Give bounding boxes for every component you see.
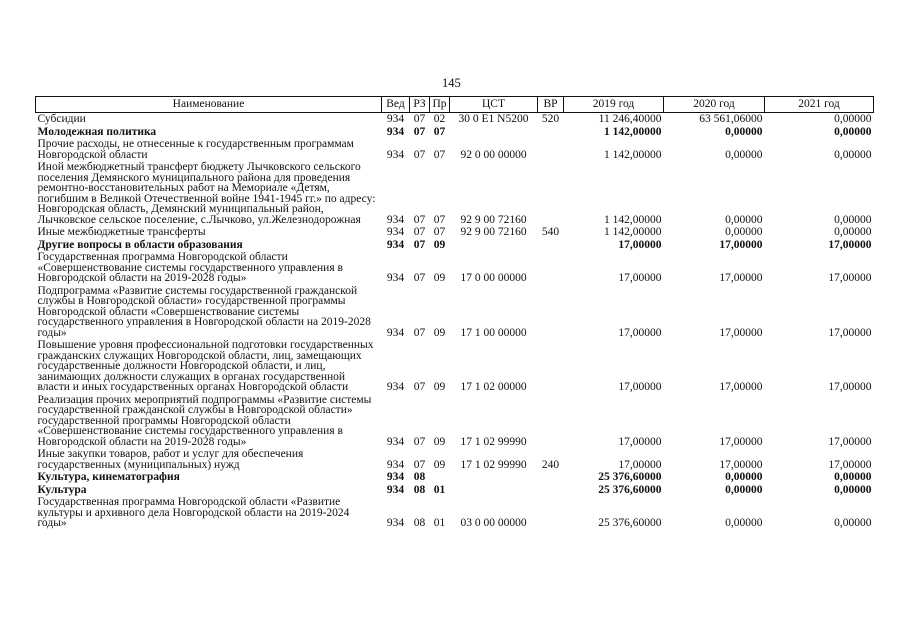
cell-rz: 07 [413,148,426,161]
table-row [36,471,874,484]
cell-pr: 02 [433,113,446,125]
cell-ved: 934 [386,272,405,284]
cell-ved: 934 [386,213,405,226]
cell-2019: 17,00000 [618,458,662,471]
header-name: Наименование [36,97,382,113]
table-row [36,285,874,340]
cell-name: Реализация прочих мероприятий подпрограммы «Развитие системы государственной гражданской службы в Новгородской области» государственной программы Новгородской области «Совершенствование системы государственного управления в Новгородской области на 2019-2028 годы» [37,393,372,448]
header-rz: РЗ [410,97,430,113]
cell-pr: 09 [433,326,446,339]
cell-2019: 25 376,60000 [598,483,662,496]
cell-2021: 0,00000 [834,471,872,483]
cell-rz: 07 [413,213,426,226]
cell-ved: 934 [386,113,405,125]
cell-ved: 934 [386,471,405,483]
header-2020: 2020 год [664,97,765,113]
cell-vr [538,126,564,139]
cell-pr: 09 [433,238,446,251]
table-row [36,239,874,252]
cell-2020: 0,00000 [725,148,763,161]
cell-pr: 01 [433,517,446,529]
cell-ved: 934 [386,326,405,339]
cell-2021: 17,00000 [828,238,872,251]
cell-2021: 17,00000 [828,272,872,284]
table-row [36,161,874,226]
table-row [36,251,874,285]
cell-name: Культура, кинематография [37,471,180,483]
cell-pr: 09 [433,272,446,284]
cell-2020: 17,00000 [719,381,763,393]
cell-cst: 17 1 02 00000 [460,381,527,393]
cell-2021: 0,00000 [834,148,872,161]
cell-ved: 934 [386,381,405,393]
cell-ved: 934 [386,148,405,161]
cell-rz: 07 [413,226,426,238]
cell-ved: 934 [386,125,405,138]
cell-vr: 520 [541,113,560,125]
cell-name: Повышение уровня профессиональной подготовки государственных гражданских служащих Новгородской области, лиц, замещающих государственные должности Новгородской области, и лиц, занимающих должности служащих в органах государственной власти и иных государственных органах Новгородской области [37,339,374,393]
table-row [36,226,874,239]
cell-rz: 07 [413,113,426,125]
cell-2021: 17,00000 [828,458,872,471]
header-2021: 2021 год [765,97,874,113]
cell-name: Культура [37,483,87,496]
cell-cst [450,471,538,484]
cell-ved: 934 [386,435,405,448]
cell-2021: 0,00000 [834,125,872,138]
cell-name: Молодежная политика [37,125,157,138]
cell-ved: 934 [386,483,405,496]
cell-vr [538,394,564,449]
cell-rz: 07 [413,458,426,471]
cell-pr: 01 [433,483,446,496]
cell-rz: 08 [413,483,426,496]
cell-2019: 17,00000 [618,272,662,284]
cell-vr [538,496,564,530]
cell-2020: 17,00000 [719,435,763,448]
cell-name: Иные закупки товаров, работ и услуг для обеспечения государственных (муниципальных) нужд [37,448,304,471]
cell-name: Субсидии [37,113,86,125]
cell-vr [538,484,564,497]
cell-2021: 17,00000 [828,435,872,448]
cell-name: Прочие расходы, не отнесенные к государственным программам Новгородской области [37,138,354,161]
cell-pr: 07 [433,226,446,238]
cell-2021: 0,00000 [834,483,872,496]
cell-name: Государственная программа Новгородской области «Совершенствование системы государственного управления в Новгородской области на 2019-2028 годы» [37,251,343,284]
cell-2019: 25 376,60000 [598,517,662,529]
table-row [36,138,874,161]
cell-vr [538,339,564,394]
cell-cst [450,484,538,497]
header-2019: 2019 год [564,97,664,113]
cell-2021: 0,00000 [834,213,872,226]
cell-vr [538,471,564,484]
cell-rz: 07 [413,326,426,339]
cell-cst: 92 9 00 72160 [460,213,527,226]
cell-pr [430,471,450,484]
cell-pr: 07 [433,148,446,161]
cell-cst: 30 0 E1 N5200 [458,113,529,125]
cell-name: Другие вопросы в области образования [37,238,243,251]
header-cst: ЦСТ [450,97,538,113]
cell-2021: 17,00000 [828,381,872,393]
cell-2019: 17,00000 [618,238,662,251]
cell-2020: 17,00000 [719,238,763,251]
table-row [36,484,874,497]
table-row [36,394,874,449]
cell-rz: 08 [413,471,426,483]
cell-rz: 08 [413,517,426,529]
cell-2020: 0,00000 [725,125,763,138]
cell-name: Иные межбюджетные трансферты [37,226,206,238]
cell-vr [538,285,564,340]
cell-2020: 0,00000 [725,226,763,238]
cell-vr: 540 [541,226,560,238]
cell-2021: 0,00000 [834,113,872,125]
cell-rz: 07 [413,238,426,251]
cell-2019: 1 142,00000 [604,226,662,238]
cell-2021: 0,00000 [834,226,872,238]
cell-cst: 17 1 02 99990 [460,458,527,471]
cell-cst [450,239,538,252]
page-number: 145 [442,76,461,90]
cell-2021: 17,00000 [828,326,872,339]
cell-2019: 1 142,00000 [604,213,662,226]
cell-cst: 03 0 00 00000 [460,517,527,529]
cell-name: Государственная программа Новгородской области «Развитие культуры и архивного дела Новгородской области на 2019-2024 годы» [37,496,350,529]
cell-vr [538,251,564,285]
table-header-row [36,97,874,113]
cell-cst [450,126,538,139]
cell-pr: 07 [433,213,446,226]
cell-ved: 934 [386,517,405,529]
budget-table [35,96,874,530]
header-ved: Вед [382,97,410,113]
table-row [36,113,874,126]
cell-pr: 09 [433,381,446,393]
table-row [36,496,874,530]
cell-rz: 07 [413,125,426,138]
cell-2021: 0,00000 [834,517,872,529]
cell-cst: 17 0 00 00000 [460,272,527,284]
cell-2020: 0,00000 [725,483,763,496]
cell-2019: 11 246,40000 [598,113,662,125]
cell-cst: 92 9 00 72160 [460,226,527,238]
cell-ved: 934 [386,238,405,251]
cell-cst: 92 0 00 00000 [460,148,527,161]
cell-2020: 0,00000 [725,517,763,529]
cell-2020: 63 561,06000 [699,113,763,125]
header-vr: ВР [538,97,564,113]
cell-cst: 17 1 02 99990 [460,435,527,448]
cell-2019: 1 142,00000 [604,125,662,138]
cell-ved: 934 [386,226,405,238]
table-row [36,448,874,471]
cell-name: Иной межбюджетный трансферт бюджету Лычковского сельского поселения Демянского муниципального района для проведения ремонтно-восстановительных работ на Мемориале «Детям, погибшим в Великой Отечественной войне 1941-1945 гг.» по адресу: Новгородская область, Демянский муниципальный район, Лычковское сельское поселение, с.Лычково, ул.Железнодорожная [37,161,376,226]
cell-rz: 07 [413,272,426,284]
table-row [36,339,874,394]
cell-pr: 07 [433,125,446,138]
cell-rz: 07 [413,381,426,393]
cell-2020: 0,00000 [725,471,763,483]
cell-pr: 09 [433,458,446,471]
table-row [36,126,874,139]
cell-vr: 240 [541,458,560,471]
cell-2020: 17,00000 [719,326,763,339]
cell-vr [538,161,564,226]
cell-vr [538,239,564,252]
cell-2019: 25 376,60000 [598,471,662,483]
cell-2020: 17,00000 [719,458,763,471]
cell-vr [538,138,564,161]
cell-2019: 17,00000 [618,326,662,339]
cell-2020: 17,00000 [719,272,763,284]
cell-2019: 17,00000 [618,435,662,448]
cell-name: Подпрограмма «Развитие системы государственной гражданской службы в Новгородской области» государственной программы Новгородской области «Совершенствование системы государственного управления в Новгородской области на 2019-2028 годы» [37,284,371,339]
cell-cst: 17 1 00 00000 [460,326,527,339]
cell-2019: 17,00000 [618,381,662,393]
cell-2020: 0,00000 [725,213,763,226]
cell-2019: 1 142,00000 [604,148,662,161]
cell-ved: 934 [386,458,405,471]
header-pr: Пр [430,97,450,113]
cell-pr: 09 [433,435,446,448]
cell-rz: 07 [413,435,426,448]
